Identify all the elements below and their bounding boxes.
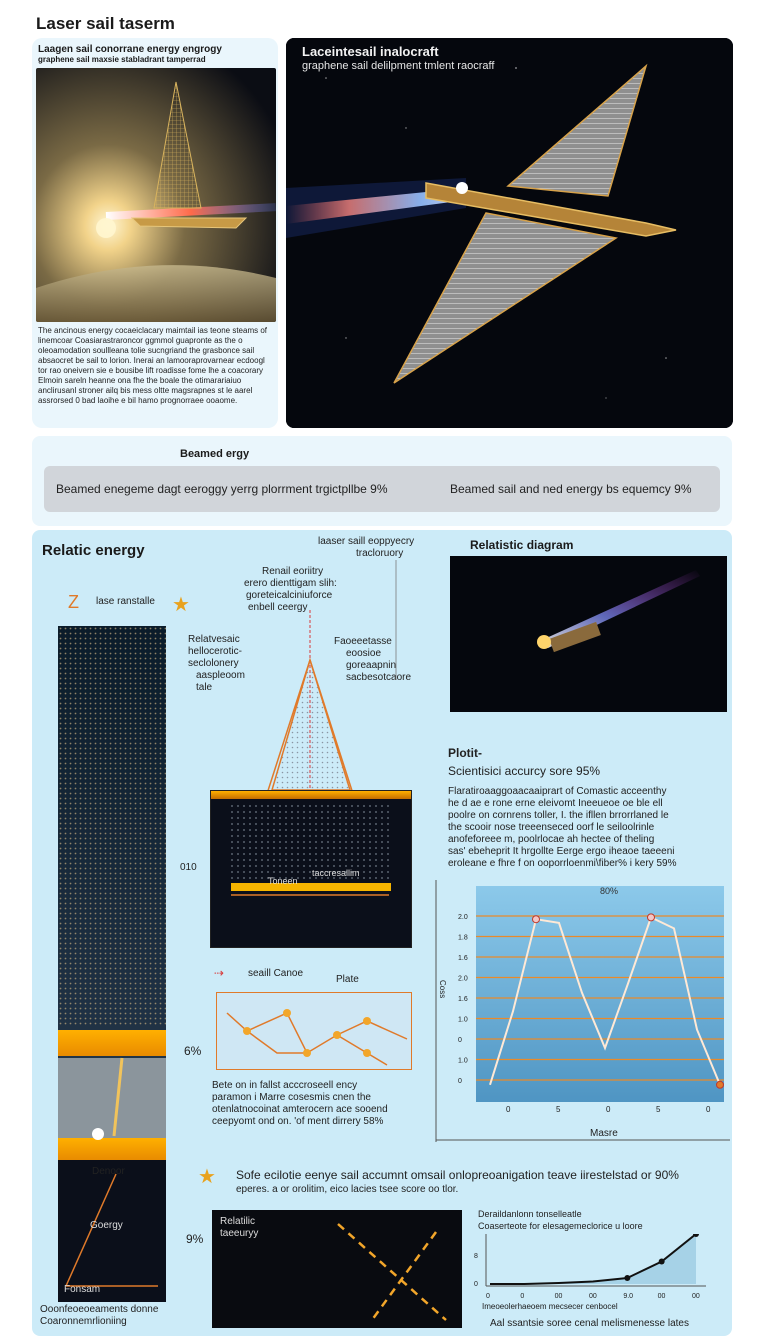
chart-x-tick: 0 (706, 1105, 711, 1114)
accuracy-line: Scientisici accurcy sore 95% (448, 764, 601, 778)
proc-line-4: sacbesotcaore (346, 672, 412, 683)
plot-title: Plotit- (448, 746, 482, 760)
bottom-star-icon: ★ (198, 1166, 216, 1188)
intro-caption-2: graphene sail maxsie stabladrant tamperrad (38, 55, 206, 64)
renal-line-1: Renail eoriitry (262, 566, 324, 577)
rel-line-5: tale (196, 682, 213, 693)
accuracy-chart (430, 880, 730, 1142)
label-seaill: seaill Canoe (248, 968, 304, 979)
proc-line-3: goreaapnin (346, 660, 397, 671)
renal-line-2: erero dienttigam slih: (244, 578, 337, 589)
note-line-1: Bete on in fallst acccroseell ency (212, 1080, 358, 1091)
chart-x-tick: 00 (554, 1293, 563, 1300)
rel-line-3: seclolonery (188, 658, 239, 669)
chart-y-tick: 0 (458, 1078, 462, 1085)
hero-spacecraft-image (286, 38, 733, 428)
chart-x-label: Masre (590, 1128, 618, 1139)
para-line-2: he d ae e rone erne eleivomt Ineeueoe oe ble ell (448, 798, 663, 809)
column-label-top: Denoor (92, 1166, 125, 1177)
para-line-5: anofeforeee m, poolrlocae ah hectee of theling (448, 834, 655, 845)
label-plate: Plate (336, 974, 359, 985)
para-line-1: Flaratiroaaggoaacaaiprart of Comastic acceenthy (448, 786, 667, 797)
page-title: Laser sail taserm (36, 14, 175, 33)
column-label-bottom: Fonsam (64, 1284, 101, 1295)
hero-subtitle: graphene sail delilpment tmlent raocraff (302, 60, 495, 72)
label-6pct: 6% (184, 1044, 202, 1058)
chart-y-tick: 1.0 (458, 1057, 468, 1065)
star-note-2: eperes. a or orolitim, eico lacies tsee score oo tlor. (236, 1184, 459, 1195)
chart-x-tick: 0 (486, 1293, 490, 1300)
arrow-right-icon: ⇢ (214, 966, 225, 980)
chart-point (624, 1275, 630, 1281)
renal-line-4: enbell ceergy (248, 602, 308, 613)
chart-point (648, 914, 655, 921)
intro-paragraph: The ancinous energy cocaeiclacary maimtail ias teone steams of linemcoar Coasiarastraroncor ggmmol guapronte as the o oleoamodation soullleana tolie sucngriand the grasbonce sail absaocret be sail to lorion. Inerai an lamooraprovarnear ecdoogl tor rao oneivern sie e bousibe lift roadisse fome lhe a coacorary Elmoin sareln heanne ona fhe the boale the otimarariaiuo anclirusanl stroner ailq bis mess oltte magsrapnes st le aarel assrorsed 0 bad laoihe e bil hamo prognorraee ooaome. (38, 326, 267, 405)
intro-caption-1: Laagen sail conorrane energy engrogy (38, 44, 222, 55)
chart-y-tick: 0 (474, 1281, 478, 1288)
chart-x-tick: 9.0 (623, 1293, 634, 1300)
chart-x-tick: 0 (606, 1105, 611, 1114)
note-line-2: paramon i Marre cosesmis cnen the (212, 1092, 371, 1103)
chart-x-tick: 0 (520, 1293, 525, 1300)
note-line-3: otenlatnocoinat amterocern ace sooend (212, 1104, 388, 1115)
sail-dark-panel (210, 790, 412, 948)
rocket-image (450, 556, 727, 712)
laser-label-2: tracloruory (356, 548, 404, 559)
cross-title-1: Relatilic (220, 1216, 256, 1227)
small-chart-subtitle: Coaserteote for elesagemeclorice u loore (478, 1221, 643, 1231)
proc-line-2: eoosioe (346, 648, 382, 659)
laser-label-1: laaser saill eoppyecry (318, 536, 415, 547)
rel-line-4: aaspleoom (196, 670, 245, 681)
beamed-text-right: Beamed sail and ned energy bs equemcy 9% (450, 482, 692, 496)
footer-text: Aal ssantsie soree cenal melismenesse lates (490, 1318, 689, 1329)
laser-sail-illustration (36, 68, 276, 322)
chart-y-tick: 1.8 (458, 934, 468, 942)
chart-point (533, 916, 540, 923)
label-toneen: Toneen (268, 876, 298, 886)
z-logo-icon: Z (68, 592, 79, 612)
chart-point (717, 1081, 724, 1088)
chart-y-tick: 2.0 (458, 914, 468, 921)
chart-y-tick: 2.0 (458, 975, 468, 983)
small-chart-title: Deraildanlonn tonselleatle (478, 1209, 582, 1219)
column-caption-2: Coaronnemrlioniing (40, 1316, 127, 1327)
beamed-heading: Beamed ergy (180, 448, 250, 460)
star-icon: ★ (172, 594, 190, 616)
star-note-1: Sofe ecilotie eenye sail accumnt omsail onlopreoanigation teave iirestelstad or 90% (236, 1168, 679, 1182)
para-line-3: poolre on cornrens toller, I. the ifllen brrorrlaned le (448, 810, 669, 821)
para-line-6: sas' ebeheprit It hrgollte Eerge ergo iheaoe taeeeni (448, 846, 675, 857)
note-line-4: ceepyomt ond on. 'of ment dirrery 58% (212, 1116, 384, 1127)
chart-x-tick: 00 (589, 1293, 597, 1300)
column-caption-1: Ooonfeoeoeaments donne (40, 1304, 159, 1315)
chart-x-tick: 00 (692, 1293, 700, 1300)
rel-line-1: Relatvesaic (188, 634, 240, 645)
growth-chart (470, 1234, 710, 1308)
chart-x-tick: 5 (656, 1105, 661, 1114)
diagram-title: Relatistic diagram (470, 538, 574, 552)
chart-y-tick: 8 (474, 1253, 478, 1260)
proc-line-1: Faoeeetasse (334, 636, 392, 647)
chart-y-tick: 1.0 (458, 1016, 468, 1024)
beamed-text-left: Beamed enegeme dagt eeroggy yerrg plorrment trgictpllbe 9% (56, 482, 388, 496)
renal-line-3: goreteicalciniuforce (246, 590, 333, 601)
cross-title-2: taeeuryy (220, 1228, 259, 1239)
chart-x-tick: 00 (657, 1293, 666, 1300)
para-line-4: the scooir nose treeenseced oorf le seiloolrinle (448, 822, 655, 833)
hero-title: Laceintesail inalocraft (302, 44, 439, 59)
label-taco: taccresallim (312, 868, 360, 878)
lattice-diagram (216, 992, 412, 1070)
small-chart-x-label: Imeoeolerhaeoem mecsecer cenbocel (482, 1302, 618, 1311)
energy-column (58, 626, 166, 1302)
chart-y-tick: 0 (458, 1037, 462, 1044)
label-010: 010 (180, 862, 197, 873)
rel-line-2: hellocerotic- (188, 646, 242, 657)
lase-label: lase ranstalle (96, 596, 155, 607)
column-label-mid: Goergy (90, 1220, 123, 1231)
para-line-7: eroleane e fhre f on ooporrloenmi\fiber% i kery 59% (448, 858, 677, 869)
chart-y-tick: 1.6 (458, 955, 468, 962)
chart-y-label: Coss (438, 980, 447, 999)
label-9pct: 9% (186, 1232, 204, 1246)
chart-x-tick: 5 (556, 1105, 561, 1114)
relatic-heading: Relatic energy (42, 542, 145, 559)
chart-x-tick: 0 (506, 1105, 511, 1114)
chart-point (659, 1259, 665, 1265)
chart-y-tick: 1.6 (458, 996, 468, 1003)
chart-title: 80% (600, 886, 619, 896)
